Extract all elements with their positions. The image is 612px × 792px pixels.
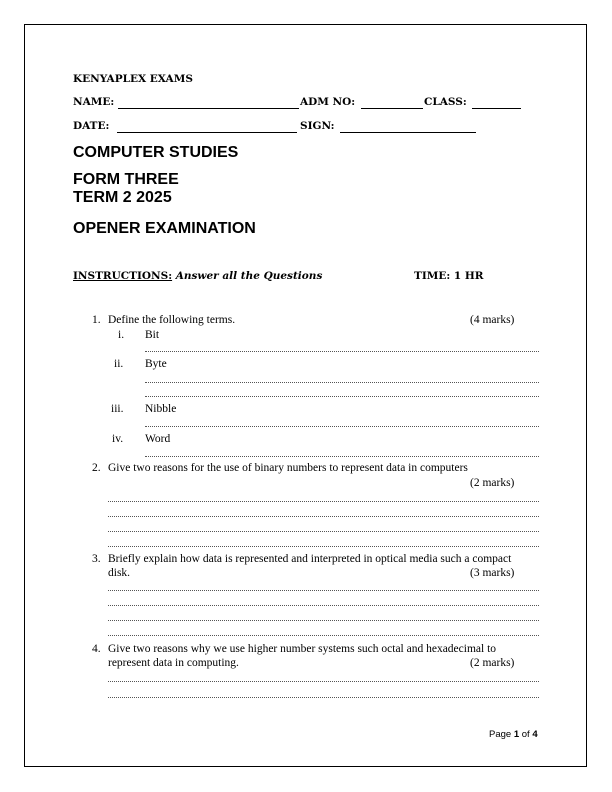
term-title: TERM 2 2025 xyxy=(73,189,172,206)
instructions-label: INSTRUCTIONS: xyxy=(73,270,173,282)
page-of-word: of xyxy=(521,729,530,740)
date-field[interactable] xyxy=(117,132,297,133)
q1-part-num: iv. xyxy=(112,433,124,445)
sign-label: SIGN: xyxy=(300,120,335,132)
answer-line[interactable] xyxy=(108,590,539,591)
q1-part-text: Word xyxy=(145,433,171,445)
class-label: CLASS: xyxy=(424,96,467,108)
answer-line[interactable] xyxy=(108,697,539,698)
answer-line[interactable] xyxy=(145,382,539,383)
q1-part-num: i. xyxy=(118,329,125,341)
q1-part-num: iii. xyxy=(111,403,124,415)
q4-text: Give two reasons why we use higher number systems such octal and hexadecimal to xyxy=(108,643,497,655)
instructions-line xyxy=(73,270,322,282)
q3-text-cont: disk. xyxy=(108,567,131,579)
school-name: KENYAPLEX EXAMS xyxy=(73,73,193,85)
answer-line[interactable] xyxy=(145,396,539,397)
page-number xyxy=(489,729,538,740)
q3-number: 3. xyxy=(92,553,101,565)
q1-part-text: Byte xyxy=(145,358,167,370)
q1-marks: (4 marks) xyxy=(470,314,515,326)
answer-line[interactable] xyxy=(108,546,539,547)
q4-marks: (2 marks) xyxy=(470,657,515,669)
q1-part-text: Bit xyxy=(145,329,160,341)
q4-number: 4. xyxy=(92,643,101,655)
page-word: Page xyxy=(489,729,512,740)
answer-line[interactable] xyxy=(108,501,539,502)
answer-line[interactable] xyxy=(145,456,539,457)
page-total: 4 xyxy=(532,729,538,740)
answer-line[interactable] xyxy=(145,426,539,427)
q2-marks: (2 marks) xyxy=(470,477,515,489)
answer-line[interactable] xyxy=(145,351,539,352)
page-current: 1 xyxy=(513,729,520,740)
adm-label: ADM NO: xyxy=(300,96,356,108)
answer-line[interactable] xyxy=(108,681,539,682)
q1-part-text: Nibble xyxy=(145,403,177,415)
answer-line[interactable] xyxy=(108,620,539,621)
answer-line[interactable] xyxy=(108,531,539,532)
exam-title: OPENER EXAMINATION xyxy=(73,220,256,237)
form-title: FORM THREE xyxy=(73,171,179,188)
date-label: DATE: xyxy=(73,120,110,132)
q2-number: 2. xyxy=(92,462,101,474)
name-field[interactable] xyxy=(118,108,299,109)
name-label: NAME: xyxy=(73,96,115,108)
class-field[interactable] xyxy=(472,108,521,109)
q2-text: Give two reasons for the use of binary numbers to represent data in computers xyxy=(108,462,468,474)
q3-marks: (3 marks) xyxy=(470,567,515,579)
time-allowed: TIME: 1 HR xyxy=(414,270,484,282)
q1-number: 1. xyxy=(92,314,101,326)
q1-text: Define the following terms. xyxy=(108,314,236,326)
sign-field[interactable] xyxy=(340,132,476,133)
answer-line[interactable] xyxy=(108,516,539,517)
subject-title: COMPUTER STUDIES xyxy=(73,144,239,161)
q1-part-num: ii. xyxy=(114,358,124,370)
answer-line[interactable] xyxy=(108,605,539,606)
instructions-text: Answer all the Questions xyxy=(175,270,323,282)
answer-line[interactable] xyxy=(108,635,539,636)
q3-text: Briefly explain how data is represented and interpreted in optical media such a compact xyxy=(108,553,512,565)
q4-text-cont: represent data in computing. xyxy=(108,657,239,669)
adm-field[interactable] xyxy=(361,108,423,109)
